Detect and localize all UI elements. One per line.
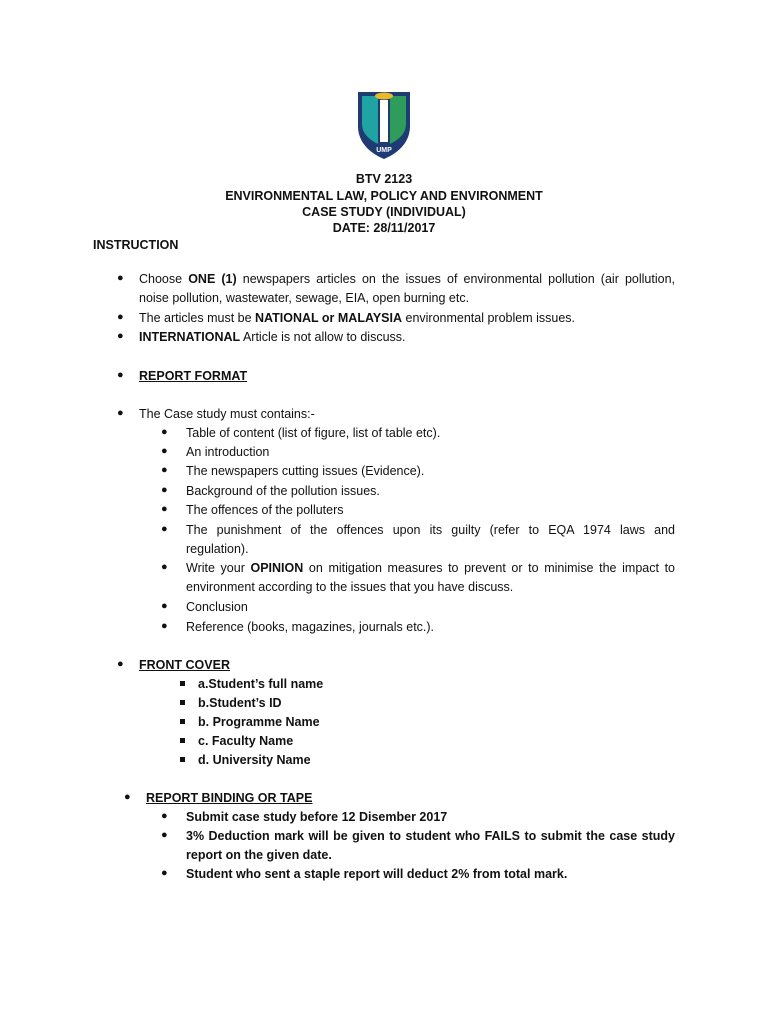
assignment-type: CASE STUDY (INDIVIDUAL) xyxy=(302,205,466,219)
format-item: Background of the pollution issues. xyxy=(186,484,380,498)
instruction-item-1: Choose ONE (1) newspapers articles on the issues of environmental pollution (air pollution, noise pollution, wastewater, sewage, EIA, open burning etc. xyxy=(139,272,676,305)
format-item: Table of content (list of figure, list of table etc). xyxy=(186,426,441,440)
bullet-icon: ● xyxy=(161,523,168,535)
square-bullet-icon xyxy=(180,700,185,705)
square-bullet-icon xyxy=(180,738,185,743)
format-item-conclusion: Conclusion xyxy=(186,600,248,614)
bullet-icon: ● xyxy=(161,484,168,496)
binding-staple: Student who sent a staple report will deduct 2% from total mark. xyxy=(186,867,568,881)
format-item-punishment: The punishment of the offences upon its guilty (refer to EQA 1974 laws and regulation). xyxy=(186,523,675,556)
bullet-icon: ● xyxy=(124,791,131,803)
bullet-icon: ● xyxy=(117,369,124,381)
format-item: The newspapers cutting issues (Evidence). xyxy=(186,464,425,478)
bullet-icon: ● xyxy=(117,658,124,670)
report-format-intro: The Case study must contains:- xyxy=(139,407,315,421)
bullet-icon: ● xyxy=(117,311,124,323)
front-cover-item: b.Student’s ID xyxy=(198,696,282,710)
bullet-icon: ● xyxy=(161,620,168,632)
front-cover-item: a.Student’s full name xyxy=(198,677,324,691)
binding-submit: Submit case study before 12 Disember 2017 xyxy=(186,810,448,824)
bullet-icon: ● xyxy=(161,464,168,476)
bullet-icon: ● xyxy=(117,272,124,284)
bullet-icon: ● xyxy=(161,600,168,612)
front-cover-item: b. Programme Name xyxy=(198,715,320,729)
bullet-icon: ● xyxy=(161,445,168,457)
format-item: An introduction xyxy=(186,445,270,459)
square-bullet-icon xyxy=(180,757,185,762)
front-cover-item: d. University Name xyxy=(198,753,311,767)
instruction-item-2: The articles must be NATIONAL or MALAYSIA environmental problem issues. xyxy=(139,311,576,325)
course-code: BTV 2123 xyxy=(355,172,413,186)
bullet-icon: ● xyxy=(117,330,124,342)
square-bullet-icon xyxy=(180,719,185,724)
bullet-icon: ● xyxy=(117,407,124,419)
format-item-opinion: Write your OPINION on mitigation measures to prevent or to minimise the impact to environment according to the issues that you have discuss. xyxy=(186,561,675,594)
course-title: ENVIRONMENTAL LAW, POLICY AND ENVIRONMENT xyxy=(225,189,543,203)
report-format-heading: REPORT FORMAT xyxy=(139,369,248,383)
shield-pillar xyxy=(380,100,388,142)
front-cover-item: c. Faculty Name xyxy=(198,734,294,748)
front-cover-heading: FRONT COVER xyxy=(139,658,230,672)
bullet-icon: ● xyxy=(161,867,168,879)
bullet-icon: ● xyxy=(161,426,168,438)
binding-heading: REPORT BINDING OR TAPE xyxy=(146,791,313,805)
instruction-heading: INSTRUCTION xyxy=(93,238,179,252)
bullet-icon: ● xyxy=(161,810,168,822)
bullet-icon: ● xyxy=(161,561,168,573)
square-bullet-icon xyxy=(180,681,185,686)
binding-deduction: 3% Deduction mark will be given to student who FAILS to submit the case study report on the given date. xyxy=(186,829,676,862)
instruction-item-3: INTERNATIONAL Article is not allow to discuss. xyxy=(139,330,406,344)
format-item-reference: Reference (books, magazines, journals etc.). xyxy=(186,620,435,634)
shield-cap xyxy=(375,93,393,100)
bullet-icon: ● xyxy=(161,829,168,841)
bullet-icon: ● xyxy=(161,503,168,515)
assignment-date: DATE: 28/11/2017 xyxy=(332,221,436,235)
ump-logo xyxy=(356,86,412,160)
format-item: The offences of the polluters xyxy=(186,503,344,517)
logo-text: UMP xyxy=(376,147,392,154)
